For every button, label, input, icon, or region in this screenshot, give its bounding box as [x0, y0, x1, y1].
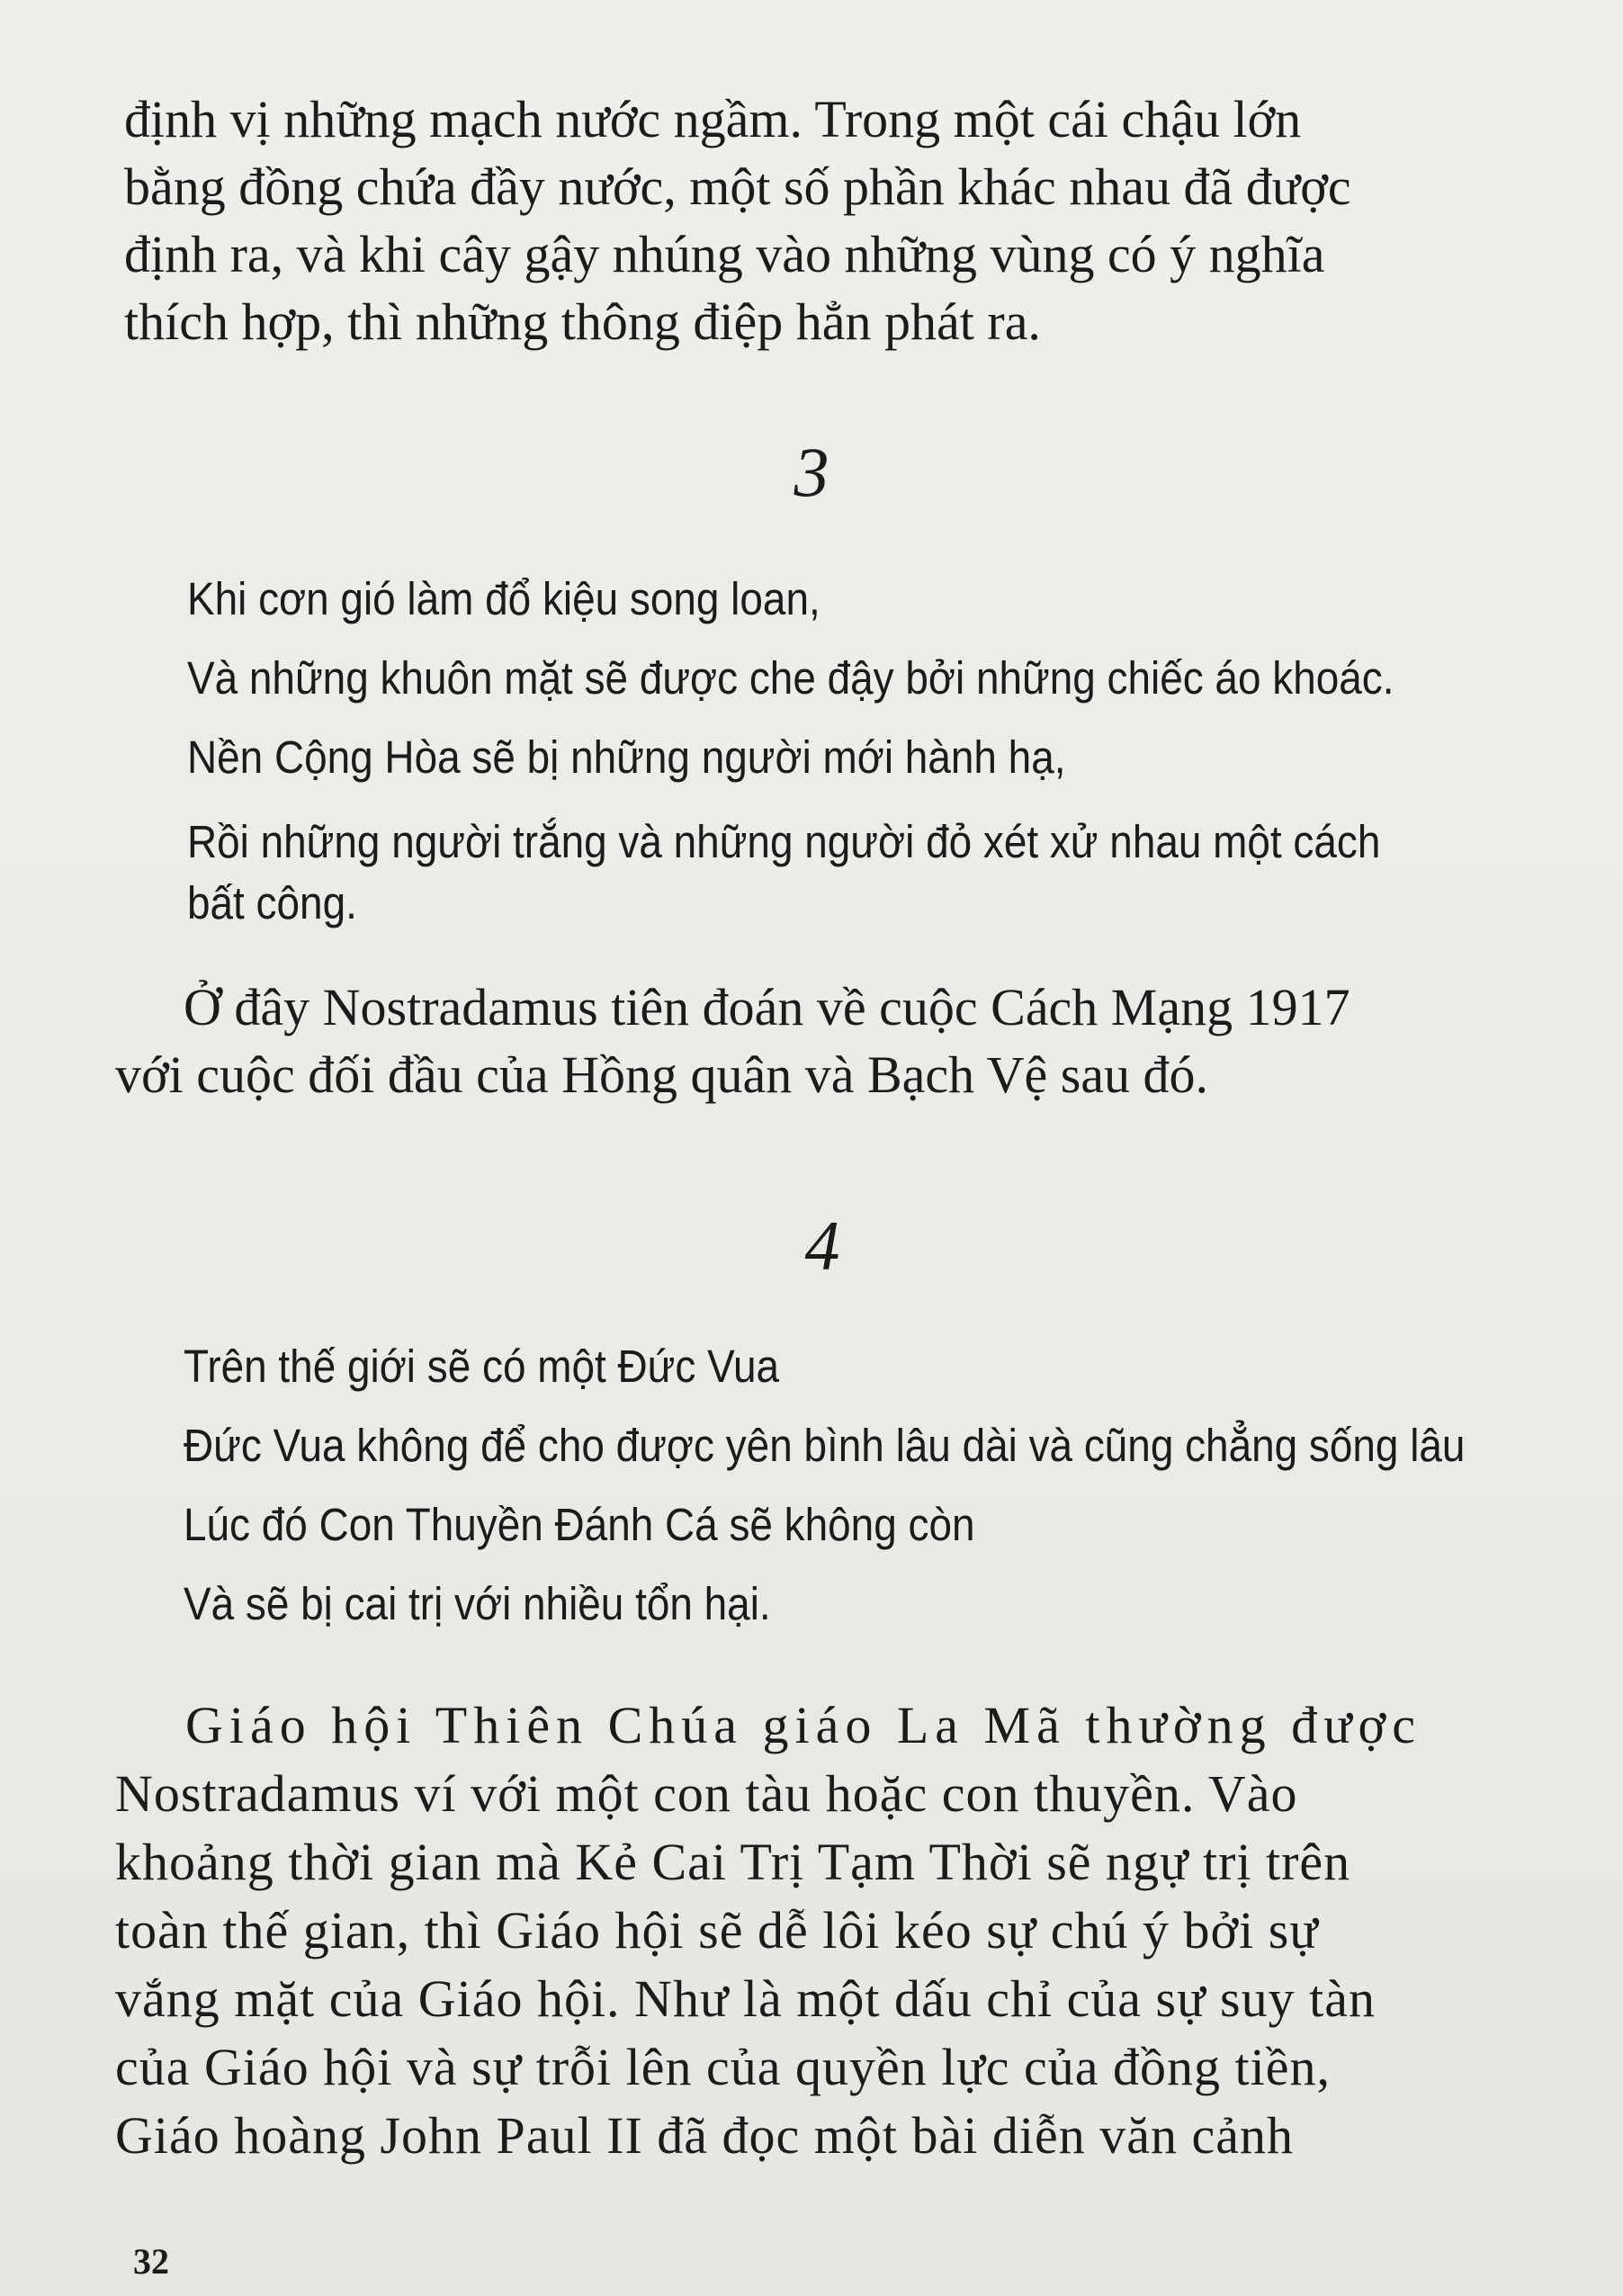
verse-line: bất công.: [187, 877, 357, 928]
section-number-3: 3: [794, 433, 829, 511]
page-number: 32: [133, 2241, 169, 2282]
text-line: Ở đây Nostradamus tiên đoán về cuộc Cách Mạng 1917: [184, 978, 1350, 1036]
text-line: định vị những mạch nước ngầm. Trong một cái chậu lớn: [124, 90, 1302, 148]
text-line: toàn thế gian, thì Giáo hội sẽ dễ lôi kéo sự chú ý bởi sự: [115, 1901, 1319, 1960]
text-line: với cuộc đối đầu của Hồng quân và Bạch Vệ sau đó.: [115, 1045, 1209, 1104]
section-number-4: 4: [804, 1206, 840, 1285]
commentary-3: [115, 973, 1537, 1108]
text-line: của Giáo hội và sự trỗi lên của quyền lực của đồng tiền,: [115, 2038, 1331, 2096]
verse-line: Đức Vua không để cho được yên bình lâu dài và cũng chẳng sống lâu: [184, 1420, 1466, 1471]
text-line: Giáo hoàng John Paul II đã đọc một bài diễn văn cảnh: [115, 2106, 1294, 2165]
text-line: định ra, và khi cây gậy nhúng vào những vùng có ý nghĩa: [124, 225, 1325, 283]
text-line: vắng mặt của Giáo hội. Như là một dấu chỉ của sự suy tàn: [115, 1969, 1376, 2028]
text-line: Nostradamus ví với một con tàu hoặc con thuyền. Vào: [115, 1764, 1298, 1823]
quatrain-4: [184, 1327, 1465, 1644]
text-line: Giáo hội Thiên Chúa giáo La Mã thường được: [185, 1696, 1421, 1754]
commentary-4: [115, 1691, 1555, 2170]
intro-paragraph: [124, 85, 1519, 355]
verse-line: Khi cơn gió làm đổ kiệu song loan,: [187, 573, 820, 624]
verse-line: Rồi những người trắng và những người đỏ xét xử nhau một cách: [187, 816, 1381, 867]
verse-line: Nền Cộng Hòa sẽ bị những người mới hành hạ,: [187, 731, 1066, 783]
text-line: thích hợp, thì những thông điệp hẳn phát ra.: [124, 292, 1041, 351]
verse-line: Và những khuôn mặt sẽ được che đậy bởi những chiếc áo khoác.: [187, 652, 1394, 704]
verse-line: Trên thế giới sẽ có một Đức Vua: [184, 1341, 780, 1392]
verse-line: Lúc đó Con Thuyền Đánh Cá sẽ không còn: [184, 1499, 975, 1550]
verse-line: Và sẽ bị cai trị với nhiều tổn hại.: [184, 1578, 771, 1629]
quatrain-3: [187, 560, 1394, 934]
text-line: khoảng thời gian mà Kẻ Cai Trị Tạm Thời sẽ ngự trị trên: [115, 1833, 1351, 1891]
text-line: bằng đồng chứa đầy nước, một số phần khác nhau đã được: [124, 157, 1351, 216]
